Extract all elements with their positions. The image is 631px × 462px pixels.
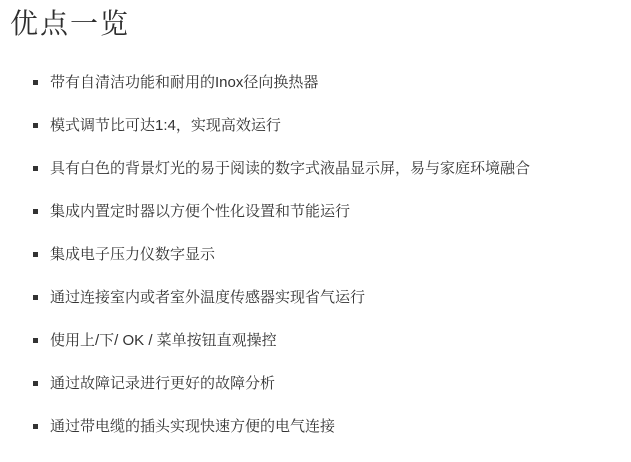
list-item — [50, 117, 621, 135]
bullet-square-icon — [33, 252, 38, 257]
page-title: 优点一览 — [10, 9, 131, 40]
advantages-list — [10, 74, 621, 436]
list-item — [50, 332, 621, 350]
list-item-text: 使用上/下/ OK / 菜单按钮直观操控 — [50, 331, 277, 349]
list-item-text: 模式调节比可达1:4，实现高效运行 — [50, 116, 281, 134]
bullet-square-icon — [33, 424, 38, 429]
list-item — [50, 203, 621, 221]
bullet-square-icon — [33, 338, 38, 343]
bullet-square-icon — [33, 381, 38, 386]
list-item-text: 具有白色的背景灯光的易于阅读的数字式液晶显示屏，易与家庭环境融合 — [50, 159, 531, 177]
list-item — [50, 74, 621, 92]
list-item-text: 带有自清洁功能和耐用的Inox径向换热器 — [50, 73, 319, 91]
list-item — [50, 160, 621, 178]
bullet-square-icon — [33, 166, 38, 171]
list-item-text: 通过带电缆的插头实现快速方便的电气连接 — [50, 417, 336, 435]
list-item — [50, 375, 621, 393]
bullet-square-icon — [33, 295, 38, 300]
bullet-square-icon — [33, 209, 38, 214]
list-item — [50, 418, 621, 436]
list-item — [50, 289, 621, 307]
list-item-text: 集成电子压力仪数字显示 — [50, 245, 216, 263]
list-item-text: 通过故障记录进行更好的故障分析 — [50, 374, 276, 392]
bullet-square-icon — [33, 80, 38, 85]
list-item-text: 通过连接室内或者室外温度传感器实现省气运行 — [50, 288, 366, 306]
list-item — [50, 246, 621, 264]
bullet-square-icon — [33, 123, 38, 128]
list-item-text: 集成内置定时器以方便个性化设置和节能运行 — [50, 202, 351, 220]
